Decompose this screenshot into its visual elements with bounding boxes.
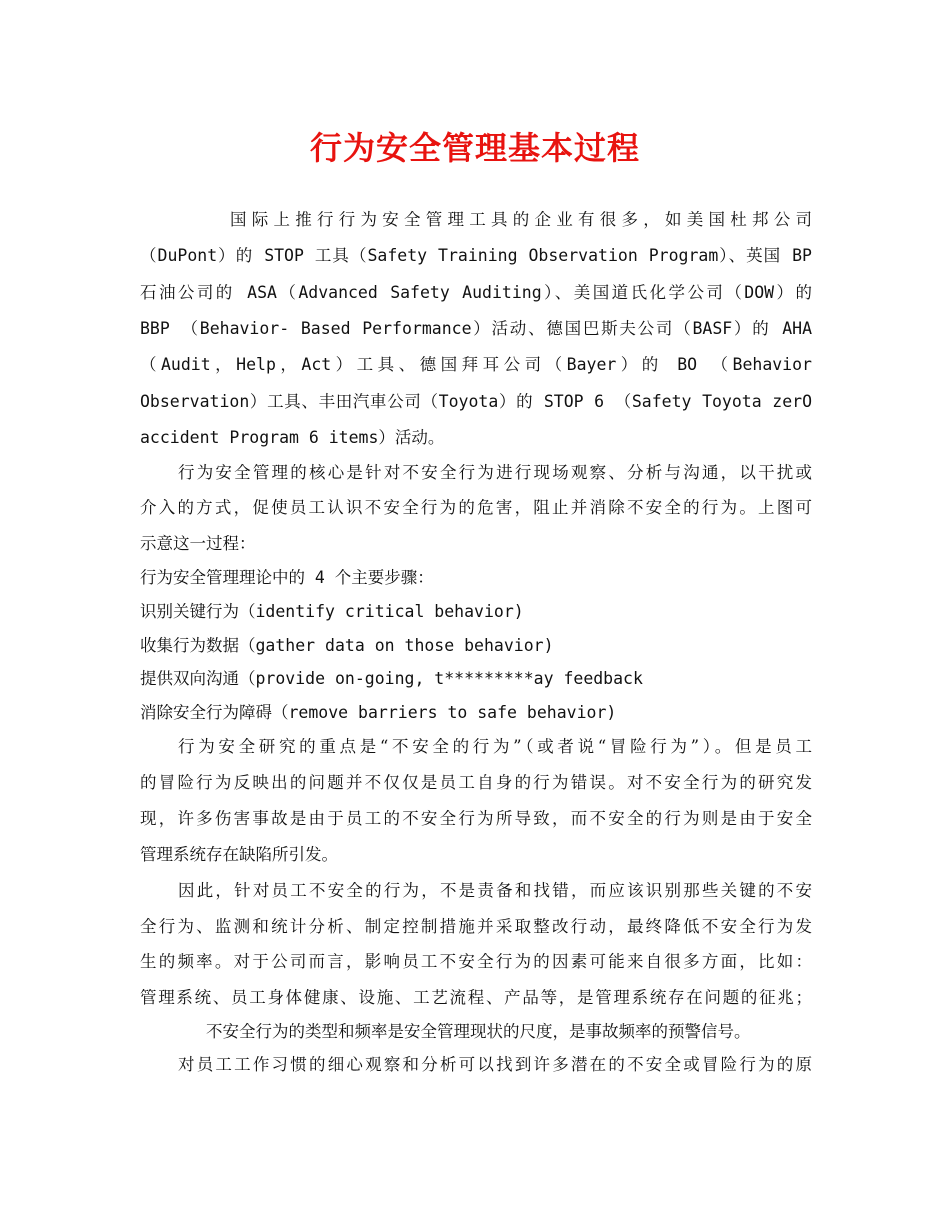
document-title: 行为安全管理基本过程 xyxy=(309,129,640,167)
paragraph-line: 行为安全研究的重点是“不安全的行为”（或者说“冒险行为”）。但是员工 xyxy=(178,737,812,756)
list-item: 提供双向沟通（provide on-going, t*********ay feedback xyxy=(140,669,643,688)
paragraph-line: 对员工工作习惯的细心观察和分析可以找到许多潜在的不安全或冒险行为的原 xyxy=(178,1055,812,1074)
paragraph-line: （DuPont）的 STOP 工具（Safety Training Observation Program）、英国 BP xyxy=(140,246,812,265)
paragraph-line: 管理系统存在缺陷所引发。 xyxy=(140,845,338,864)
paragraph-line: 的冒险行为反映出的问题并不仅仅是员工自身的行为错误。对不安全行为的研究发 xyxy=(140,773,812,792)
paragraph-line: BBP （Behavior- Based Performance）活动、德国巴斯夫公司（BASF）的 AHA xyxy=(140,319,812,338)
paragraph-line: 国际上推行行为安全管理工具的企业有很多，如美国杜邦公司 xyxy=(230,210,812,229)
paragraph-line: 行为安全管理的核心是针对不安全行为进行现场观察、分析与沟通，以干扰或 xyxy=(178,463,812,482)
paragraph-line: 生的频率。对于公司而言，影响员工不安全行为的因素可能来自很多方面，比如： xyxy=(140,952,812,971)
paragraph-line: 介入的方式，促使员工认识不安全行为的危害，阻止并消除不安全的行为。上图可 xyxy=(140,498,812,517)
paragraph-line: 示意这一过程： xyxy=(140,534,256,553)
paragraph-line: Observation）工具、丰田汽車公司（Toyota）的 STOP 6 （Safety Toyota zerO xyxy=(140,392,812,411)
paragraph-line: 不安全行为的类型和频率是安全管理现状的尺度，是事故频率的预警信号。 xyxy=(206,1022,751,1041)
paragraph-line: 石油公司的 ASA（Advanced Safety Auditing）、美国道氏化学公司（DOW）的 xyxy=(140,283,812,302)
list-item: 收集行为数据（gather data on those behavior) xyxy=(140,636,554,655)
list-item: 识别关键行为（identify critical behavior) xyxy=(140,602,524,621)
paragraph-line: （Audit，Help，Act）工具、德国拜耳公司（Bayer）的 BO （Behavior xyxy=(140,355,812,374)
paragraph-line: accident Program 6 items）活动。 xyxy=(140,428,445,447)
paragraph-line: 因此，针对员工不安全的行为，不是责备和找错，而应该识别那些关键的不安 xyxy=(178,881,812,900)
list-heading: 行为安全管理理论中的 4 个主要步骤： xyxy=(140,568,434,587)
list-item: 消除安全行为障碍（remove barriers to safe behavior) xyxy=(140,703,617,722)
paragraph-line: 管理系统、员工身体健康、设施、工艺流程、产品等，是管理系统存在问题的征兆； xyxy=(140,988,812,1007)
paragraph-line: 全行为、监测和统计分析、制定控制措施并采取整改行动，最终降低不安全行为发 xyxy=(140,917,812,936)
paragraph-line: 现，许多伤害事故是由于员工的不安全行为所导致，而不安全的行为则是由于安全 xyxy=(140,809,812,828)
